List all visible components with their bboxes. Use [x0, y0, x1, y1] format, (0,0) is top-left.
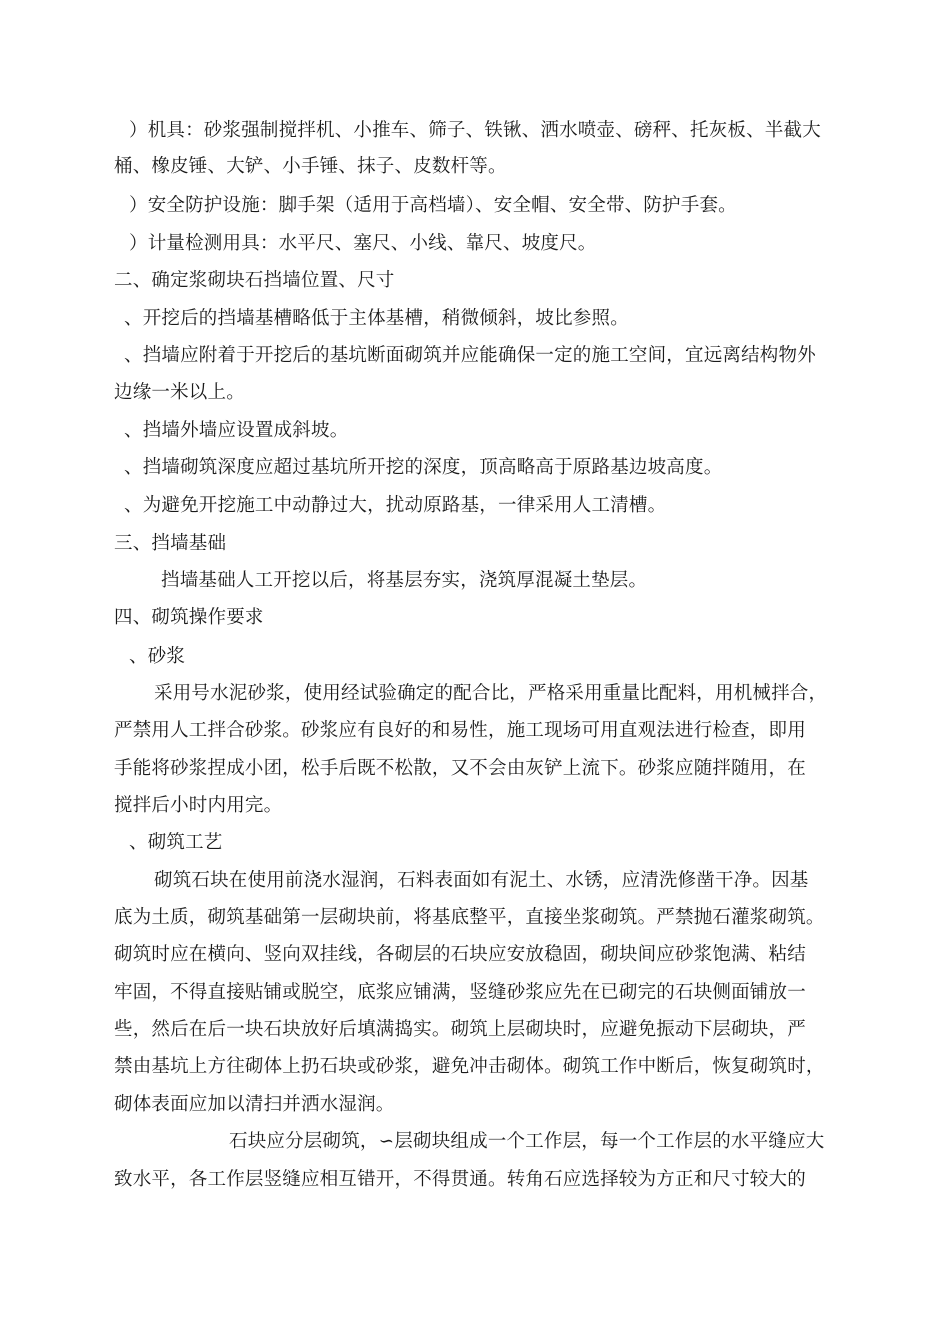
text-line: 底为土质，砌筑基础第一层砌块前，将基底整平，直接坐浆砌筑。严禁抛石灌浆砌筑。 [114, 907, 825, 928]
text-line: 边缘一米以上。 [114, 382, 245, 403]
text-line: 桶、橡皮锤、大铲、小手锤、抹子、皮数杆等。 [114, 156, 507, 177]
subsection-heading: 、砌筑工艺 [129, 832, 223, 853]
text-line: 采用号水泥砂浆，使用经试验确定的配合比，严格采用重量比配料，用机械拌合， [154, 683, 828, 704]
text-line: 手能将砂浆捏成小团，松手后既不松散，又不会由灰铲上流下。砂浆应随拌随用，在 [114, 758, 806, 779]
text-line: 石块应分层砌筑，∽层砌块组成一个工作层，每一个工作层的水平缝应大 [229, 1131, 825, 1152]
text-line: 禁由基坑上方往砌体上扔石块或砂浆，避免冲击砌体。砌筑工作中断后，恢复砌筑时， [114, 1056, 825, 1077]
text-line: 砌筑时应在横向、竖向双挂线，各砌层的石块应安放稳固，砌块间应砂浆饱满、粘结 [114, 944, 806, 965]
text-line: 牢固，不得直接贴铺或脱空，底浆应铺满，竖缝砂浆应先在已砌完的石块侧面铺放一 [114, 982, 806, 1003]
text-line: 砌筑石块在使用前浇水湿润，石料表面如有泥土、水锈，应清洗修凿干净。因基 [154, 870, 809, 891]
text-line: 搅拌后小时内用完。 [114, 795, 283, 816]
section-heading: 二、确定浆砌块石挡墙位置、尺寸 [114, 270, 395, 291]
text-line: 砌体表面应加以清扫并洒水湿润。 [114, 1094, 395, 1115]
text-line: 挡墙基础人工开挖以后，将基层夯实，浇筑厚混凝土垫层。 [161, 570, 648, 591]
text-line: 严禁用人工拌合砂浆。砂浆应有良好的和易性，施工现场可用直观法进行检查，即用 [114, 720, 806, 741]
section-heading: 四、砌筑操作要求 [114, 607, 264, 628]
text-line: 、挡墙砌筑深度应超过基坑所开挖的深度，顶高略高于原路基边坡高度。 [124, 457, 723, 478]
text-line: ）计量检测用具：水平尺、塞尺、小线、靠尺、坡度尺。 [129, 233, 597, 254]
subsection-heading: 、砂浆 [129, 646, 186, 667]
text-line: 、开挖后的挡墙基槽略低于主体基槽，稍微倾斜，坡比参照。 [124, 308, 629, 329]
text-line: 致水平，各工作层竖缝应相互错开，不得贯通。转角石应选择较为方正和尺寸较大的 [114, 1169, 806, 1190]
text-line: 些，然后在后一块石块放好后填满捣实。砌筑上层砌块时，应避免振动下层砌块，严 [114, 1019, 806, 1040]
text-line: ）机具：砂浆强制搅拌机、小推车、筛子、铁锹、洒水喷壶、磅秤、托灰板、半截大 [129, 120, 821, 141]
text-line: 、挡墙应附着于开挖后的基坑断面砌筑并应能确保一定的施工空间，宜远离结构物外 [124, 345, 816, 366]
text-line: 、挡墙外墙应设置成斜坡。 [124, 420, 349, 441]
text-line: 、为避免开挖施工中动静过大，扰动原路基，一律采用人工清槽。 [124, 495, 667, 516]
text-line: ）安全防护设施：脚手架（适用于高档墙）、安全帽、安全带、防护手套。 [129, 195, 737, 216]
section-heading: 三、挡墙基础 [114, 533, 227, 554]
